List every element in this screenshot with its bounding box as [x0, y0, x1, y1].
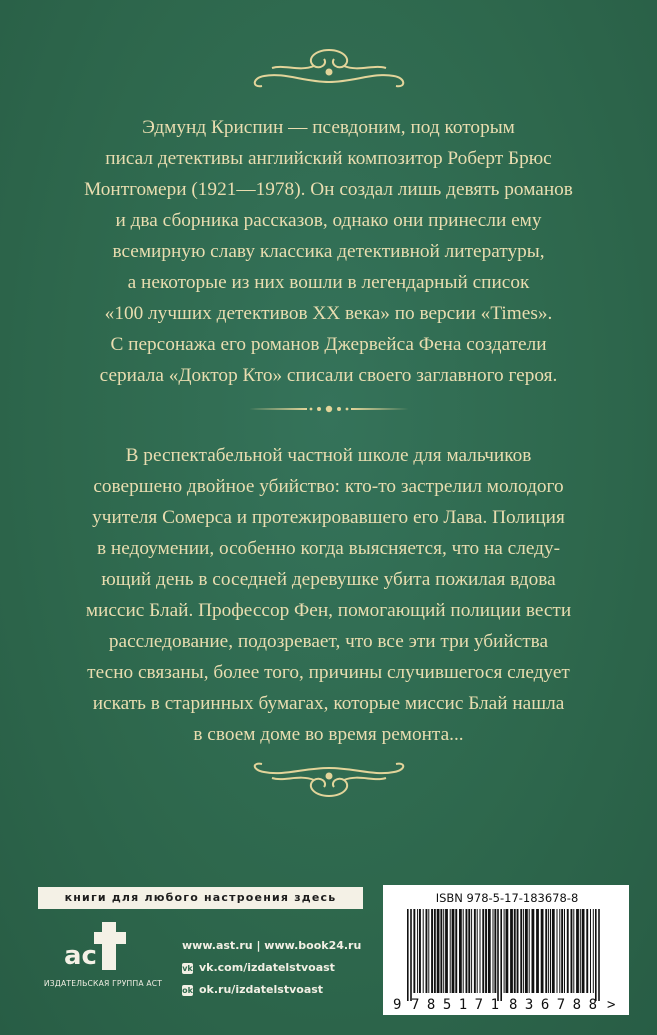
- barcode-bar: [504, 909, 505, 993]
- publisher-name: ИЗДАТЕЛЬСКАЯ ГРУППА АСТ: [43, 979, 163, 988]
- barcode-bar: [494, 909, 496, 993]
- barcode-bar: [595, 909, 597, 1001]
- bio-line: «100 лучших детективов XX века» по версии «Times».: [104, 303, 553, 324]
- barcode-bar: [440, 909, 442, 993]
- barcode-bar: [434, 909, 436, 993]
- barcode-digits-left: 785171: [411, 997, 499, 1013]
- barcode-bar: [593, 909, 594, 993]
- barcode-bars: [383, 885, 629, 1015]
- bio-line: С персонажа его романов Джервейса Фена создатели: [110, 334, 547, 355]
- vk-link-text: vk.com/izdatelstvoast: [199, 961, 335, 974]
- vk-icon: vk: [182, 963, 193, 973]
- barcode-bar: [410, 909, 412, 1001]
- barcode-bar: [480, 909, 481, 993]
- barcode-bar: [477, 909, 478, 993]
- slogan-banner: книги для любого настроения здесь: [38, 887, 363, 909]
- barcode-bar: [557, 909, 558, 993]
- barcode-bar: [474, 909, 476, 993]
- barcode-bar: [590, 909, 591, 993]
- barcode-bar: [548, 909, 549, 993]
- divider-ornament-icon: [0, 402, 657, 416]
- synopsis-line: в своем доме во время ремонта...: [193, 724, 464, 745]
- barcode-bar: [468, 909, 470, 993]
- synopsis-line: совершено двойное убийство: кто-то застрелил молодого: [93, 476, 564, 497]
- barcode-bar: [450, 909, 451, 993]
- barcode-trailer: >: [607, 997, 616, 1013]
- bio-line: а некоторые из них вошли в легендарный список: [127, 272, 530, 293]
- bio-line: писал детективы английский композитор Роберт Брюс: [105, 148, 552, 169]
- bio-line: и два сборника рассказов, однако они принесли ему: [115, 210, 542, 231]
- barcode-bar: [443, 909, 444, 993]
- synopsis-line: учителя Сомерса и протежировавшего его Лава. Полиция: [92, 507, 565, 528]
- barcode-bar: [463, 909, 464, 993]
- barcode-bar: [455, 909, 457, 993]
- svg-text:ас: ас: [64, 941, 97, 971]
- barcode-bar: [564, 909, 565, 993]
- ast-logo-icon: [62, 918, 130, 976]
- bio-line: Эдмунд Криспин — псевдоним, под которым: [142, 117, 515, 138]
- synopsis-line: искать в старинных бумагах, которые миссис Блай нашла: [92, 693, 565, 714]
- isbn-number: ISBN 978-5-17-183678-8: [435, 891, 579, 905]
- barcode-bar: [582, 909, 585, 993]
- synopsis-line: расследование, подозревает, что все эти три убийства: [108, 631, 549, 652]
- barcode-bar: [488, 909, 491, 993]
- barcode-bar: [550, 909, 551, 993]
- barcode-bar: [452, 909, 455, 993]
- author-bio: [60, 112, 597, 391]
- barcode-bar: [445, 909, 448, 993]
- synopsis-line: в недоумении, особенно когда выясняется, что на следу-: [96, 538, 561, 559]
- bio-line: Монтгомери (1921—1978). Он создал лишь девять романов: [84, 179, 573, 200]
- barcode-bar: [413, 909, 415, 993]
- barcode-bar: [545, 909, 547, 993]
- synopsis-line: В респектабельной частной школе для мальчиков: [125, 445, 532, 466]
- barcode-bar: [437, 909, 440, 993]
- barcode-bar: [532, 909, 535, 993]
- bio-line: сериала «Доктор Кто» списали своего заглавного героя.: [99, 365, 558, 386]
- barcode-bar: [497, 909, 499, 1001]
- barcode-bar: [576, 909, 579, 993]
- ok-link[interactable]: [182, 979, 361, 1001]
- contact-links: [182, 935, 361, 1001]
- barcode-bar: [586, 909, 588, 993]
- barcode-bar: [567, 909, 569, 993]
- barcode-bar: [525, 909, 528, 993]
- synopsis-line: тесно связаны, более того, причины случившегося следует: [87, 662, 570, 683]
- barcode-bar: [466, 909, 468, 993]
- ok-icon: ok: [182, 985, 193, 995]
- barcode-bar: [580, 909, 581, 993]
- barcode-bar: [417, 909, 418, 993]
- barcode-bar: [500, 909, 502, 1001]
- barcode-bar: [419, 909, 421, 993]
- barcode-bar: [561, 909, 563, 993]
- barcode-bar: [571, 909, 573, 993]
- vk-link[interactable]: [182, 957, 361, 979]
- web-links[interactable]: www.ast.ru | www.book24.ru: [182, 939, 362, 952]
- barcode-bar: [523, 909, 524, 993]
- barcode-bar: [573, 909, 574, 993]
- barcode-bar: [506, 909, 509, 993]
- barcode-bar: [514, 909, 516, 993]
- barcode-bar: [510, 909, 513, 993]
- barcode-bar: [426, 909, 428, 993]
- bottom-ornament-icon: [0, 760, 657, 804]
- barcode-bar: [552, 909, 555, 993]
- barcode-bar: [598, 909, 600, 1001]
- barcode-bar: [517, 909, 519, 993]
- synopsis-line: миссис Блай. Профессор Фен, помогающий полиции вести: [85, 600, 572, 621]
- barcode-bar: [541, 909, 544, 993]
- barcode-bar: [529, 909, 530, 993]
- barcode-digits-right: 836788: [509, 997, 597, 1013]
- barcode-digit-first: 9: [393, 997, 402, 1013]
- barcode-bar: [428, 909, 429, 993]
- ok-link-text: ok.ru/izdatelstvoast: [199, 983, 324, 996]
- barcode-bar: [482, 909, 484, 993]
- barcode-bar: [407, 909, 409, 1001]
- barcode-bar: [431, 909, 433, 993]
- barcode-bar: [520, 909, 522, 993]
- barcode-bar: [485, 909, 487, 993]
- top-ornament-icon: [0, 42, 657, 92]
- isbn-barcode: [383, 885, 629, 1015]
- bio-line: всемирную славу классика детективной литературы,: [112, 241, 545, 262]
- barcode-bar: [423, 909, 424, 993]
- barcode-bar: [459, 909, 462, 993]
- barcode-bar: [493, 909, 494, 993]
- synopsis: [60, 440, 597, 750]
- barcode-bar: [471, 909, 472, 993]
- barcode-bar: [559, 909, 560, 993]
- synopsis-line: ющий день в соседней деревушке убита пожилая вдова: [101, 569, 556, 590]
- barcode-bar: [536, 909, 539, 993]
